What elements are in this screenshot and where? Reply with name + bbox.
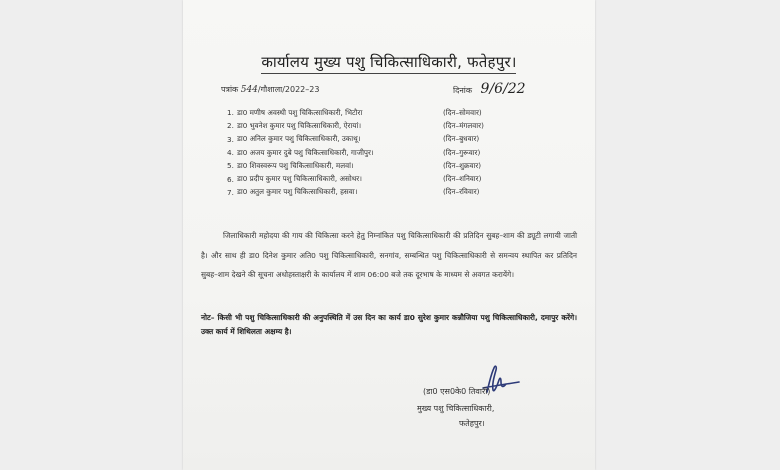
list-item <box>227 133 557 146</box>
document-page <box>183 0 595 470</box>
item-number: 4. <box>227 148 234 158</box>
signatory-place: फतेहपुर। <box>459 419 485 428</box>
duty-day: (दिन–रविवार) <box>443 187 480 197</box>
item-number: 7. <box>227 187 234 197</box>
list-item <box>227 106 557 119</box>
doctor-name: डा0 प्रदीप कुमार पशु चिकित्साधिकारी, असोथर। <box>237 174 362 184</box>
instruction-paragraph: जिलाधिकारी महोदया की गाय की चिकित्सा करने हेतु निम्नांकित पशु चिकित्साधिकारी की प्रतिदिन सुबह–शाम की ड्यूटी लगायी जाती है। और साथ ही डा0 दिनेश कुमार अति0 पशु चिकित्साधिकारी, सनगांव, सम्बन्धित पशु चिकित्साधिकारी से समन्वय स्थापित कर प्रतिदिन सुबह–शाम देखने की सूचना अधोहस्ताक्षरी के कार्यालय में शाम 06:00 बजे तक दूरभाष के माध्यम से अवगत करायेंगे। <box>201 231 577 280</box>
duty-day: (दिन–मंगलवार) <box>443 120 484 130</box>
date-label: दिनांक <box>453 86 472 95</box>
duty-day: (दिन–बुधवार) <box>443 134 480 144</box>
doctor-duty-list <box>227 106 557 199</box>
signatory-designation: मुख्य पशु चिकित्साधिकारी, <box>417 404 495 413</box>
doctor-name: डा0 भुवनेश कुमार पशु चिकित्साधिकारी, ऐरायां। <box>237 120 362 130</box>
ref-number: 544 <box>240 85 258 95</box>
signatory-name: (डा0 एस0के0 तिवारी) <box>423 387 491 396</box>
list-item <box>227 159 557 172</box>
doctor-name: डा0 मणीष अवस्थी पशु चिकित्साधिकारी, भिटौरा <box>237 107 363 117</box>
duty-day: (दिन–शनिवार) <box>443 174 482 184</box>
note-paragraph: नोट– किसी भी पशु चिकित्साधिकारी की अनुपस्थिति में उस दिन का कार्य डा0 सुरेश कुमार कन्नौजिया पशु चिकित्साधिकारी, दमापुर करेंगे। उक्त कार्य में शिथिलता अक्षम्य है। <box>201 313 577 336</box>
duty-day: (दिन–शुक्रवार) <box>443 160 482 170</box>
date-value: 9/6/22 <box>480 81 526 97</box>
ref-label: पत्रांक <box>221 85 239 94</box>
office-heading: कार्यालय मुख्य पशु चिकित्साधिकारी, फतेहपुर। <box>261 53 517 71</box>
doctor-name: डा0 शिवस्वरूप पशु चिकित्साधिकारी, मलवां। <box>237 160 354 170</box>
list-item <box>227 172 557 185</box>
reference-number <box>221 84 319 95</box>
ref-suffix: /गौशाला/2022–23 <box>257 85 320 94</box>
list-item <box>227 186 557 199</box>
doctor-name: डा0 अतुल कुमार पशु चिकित्साधिकारी, हसवा। <box>237 187 358 197</box>
item-number: 2. <box>227 121 234 131</box>
duty-day: (दिन–सोमवार) <box>443 107 482 117</box>
doctor-name: डा0 अजय कुमार दुबे पशु चिकित्साधिकारी, गाजीपुर। <box>237 147 374 157</box>
duty-day: (दिन–गुरूवार) <box>443 147 481 157</box>
letter-date <box>453 81 526 97</box>
heading-underline <box>261 73 516 74</box>
item-number: 1. <box>227 108 234 118</box>
doctor-name: डा0 अनिल कुमार पशु चिकित्साधिकारी, उकाथू। <box>237 134 361 144</box>
item-number: 3. <box>227 134 234 144</box>
list-item <box>227 146 557 159</box>
item-number: 5. <box>227 161 234 171</box>
list-item <box>227 119 557 132</box>
item-number: 6. <box>227 174 234 184</box>
